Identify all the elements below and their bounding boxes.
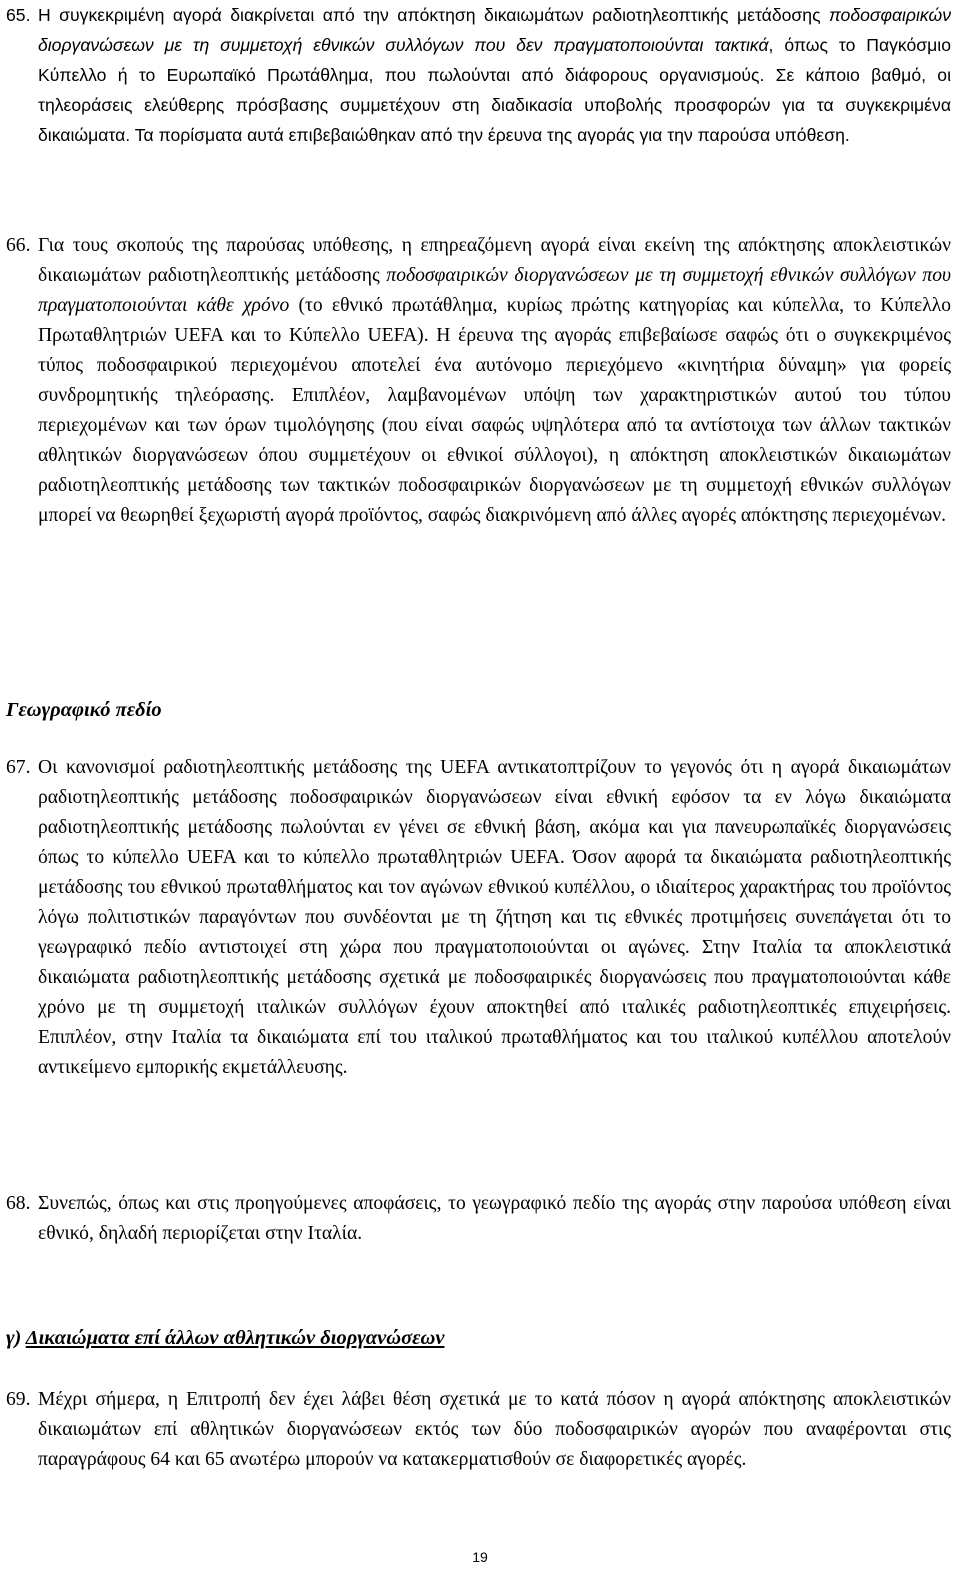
heading-prefix: γ) bbox=[6, 1327, 26, 1349]
section-heading-other-sports bbox=[6, 1327, 444, 1350]
paragraph-emphasis: ποδοσφαιρικών διοργανώσεων με τη συμμετοχή εθνικών συλλόγων που πραγματοποιούνται κάθε χρόνο bbox=[38, 265, 951, 316]
heading-text: Δικαιώματα επί άλλων αθλητικών διοργανώσεων bbox=[25, 1327, 445, 1349]
paragraph-number: 65. bbox=[6, 5, 31, 25]
section-heading-geographic bbox=[6, 699, 162, 722]
paragraph-68 bbox=[6, 1189, 951, 1249]
paragraph-text: Οι κανονισμοί ραδιοτηλεοπτικής μετάδοσης της UEFA αντικατοπτρίζουν το γεγονός ότι η αγορά δικαιωμάτων ραδιοτηλεοπτικής μετάδοσης ποδοσφαιρικών διοργανώσεων είναι εθνική εφόσον τα εν λόγω δικαιώματα ραδιοτηλεοπτικής μετάδοσης πωλούνται εν γένει σε εθνική βάση, ακόμα και για πανευρωπαϊκές διοργανώσεις όπως το κύπελλο UEFA και το κύπελλο πρωταθλητριών UEFA. Όσον αφορά τα δικαιώματα ραδιοτηλεοπτικής μετάδοσης του εθνικού πρωταθλήματος και τον αγώνων εθνικού κυπέλλου, ο ιδιαίτερος χαρακτήρας του προϊόντος λόγω πολιτιστικών παραγόντων που συνδέονται με τη ζήτηση και τις εθνικές προτιμήσεις συνεπάγεται ότι το γεωγραφικό πεδίο αντιστοιχεί στη χώρα που πραγματοποιούνται οι αγώνες. Στην Ιταλία τα αποκλειστικά δικαιώματα ραδιοτηλεοπτικής μετάδοσης σχετικά με ποδοσφαιρικές διοργανώσεις που πραγματοποιούνται κάθε χρόνο με τη συμμετοχή ιταλικών συλλόγων έχουν αποκτηθεί από ιταλικές ραδιοτηλεοπτικές επιχειρήσεις. Επιπλέον, στην Ιταλία τα δικαιώματα επί του ιταλικού πρωταθλήματος και του ιταλικού κυπέλλου αποτελούν αντικείμενο εμπορικής εκμετάλλευσης. bbox=[38, 757, 951, 1078]
paragraph-text: Μέχρι σήμερα, η Επιτροπή δεν έχει λάβει θέση σχετικά με το κατά πόσον η αγορά απόκτησης αποκλειστικών δικαιωμάτων επί αθλητικών διοργανώσεων εκτός των δύο ποδοσφαιρικών αγορών που αναφέρονται στις παραγράφους 64 και 65 ανωτέρω μπορούν να κατακερματισθούν σε διαφορετικές αγορές. bbox=[38, 1389, 951, 1470]
paragraph-text: , όπως το Παγκόσμιο Κύπελλο ή το Ευρωπαϊκό Πρωτάθλημα, που πωλούνται από διάφορους οργανισμούς. Σε κάποιο βαθμό, οι τηλεοράσεις ελεύθερης πρόσβασης συμμετέχουν στη διαδικασία υποβολής προσφορών για τα συγκεκριμένα δικαιώματα. Τα πορίσματα αυτά επιβεβαιώθηκαν από την έρευνα της αγοράς για την παρούσα υπόθεση. bbox=[38, 35, 951, 145]
page-number: 19 bbox=[472, 1549, 488, 1565]
paragraph-emphasis: ποδοσφαιρικών διοργανώσεων με τη συμμετοχή εθνικών συλλόγων που δεν πραγματοποιούνται τακτικά bbox=[38, 5, 951, 55]
paragraph-text: Η συγκεκριμένη αγορά διακρίνεται από την απόκτηση δικαιωμάτων ραδιοτηλεοπτικής μετάδοσης bbox=[38, 5, 830, 25]
paragraph-number: 68. bbox=[6, 1193, 31, 1214]
paragraph-text: Για τους σκοπούς της παρούσας υπόθεσης, η επηρεαζόμενη αγορά είναι εκείνη της απόκτησης αποκλειστικών δικαιωμάτων ραδιοτηλεοπτικής μετάδοσης bbox=[38, 235, 951, 286]
paragraph-67 bbox=[6, 753, 951, 1083]
paragraph-65 bbox=[6, 0, 951, 150]
heading-text: Γεωγραφικό πεδίο bbox=[6, 699, 162, 721]
paragraph-text: Συνεπώς, όπως και στις προηγούμενες αποφάσεις, το γεωγραφικό πεδίο της αγοράς στην παρούσα υπόθεση είναι εθνικό, δηλαδή περιορίζεται στην Ιταλία. bbox=[38, 1193, 951, 1244]
paragraph-number: 67. bbox=[6, 757, 31, 778]
paragraph-number: 69. bbox=[6, 1389, 31, 1410]
paragraph-66 bbox=[6, 231, 951, 531]
paragraph-69 bbox=[6, 1385, 951, 1475]
paragraph-number: 66. bbox=[6, 235, 31, 256]
paragraph-text: (το εθνικό πρωτάθλημα, κυρίως πρώτης κατηγορίας και κύπελλα, το Κύπελλο Πρωταθλητριών UEFA και το Κύπελλο UEFA). Η έρευνα της αγοράς επιβεβαίωσε σαφώς ότι ο συγκεκριμένος τύπος ποδοσφαιρικού περιεχομένου αποτελεί ένα αυτόνομο περιεχόμενο «κινητήρια δύναμη» για φορείς συνδρομητικής τηλεόρασης. Επιπλέον, λαμβανομένων υπόψη των χαρακτηριστικών αυτού του τύπου περιεχομένων και των όρων τιμολόγησης (που είναι σαφώς υψηλότερα από τα αντίστοιχα των άλλων τακτικών αθλητικών διοργανώσεων όπου συμμετέχουν οι εθνικοί σύλλογοι), η απόκτηση αποκλειστικών δικαιωμάτων ραδιοτηλεοπτικής μετάδοσης των τακτικών ποδοσφαιρικών διοργανώσεων με τη συμμετοχή εθνικών συλλόγων μπορεί να θεωρηθεί ξεχωριστή αγορά προϊόντος, σαφώς διακρινόμενη από άλλες αγορές απόκτησης περιεχομένων. bbox=[38, 295, 951, 526]
